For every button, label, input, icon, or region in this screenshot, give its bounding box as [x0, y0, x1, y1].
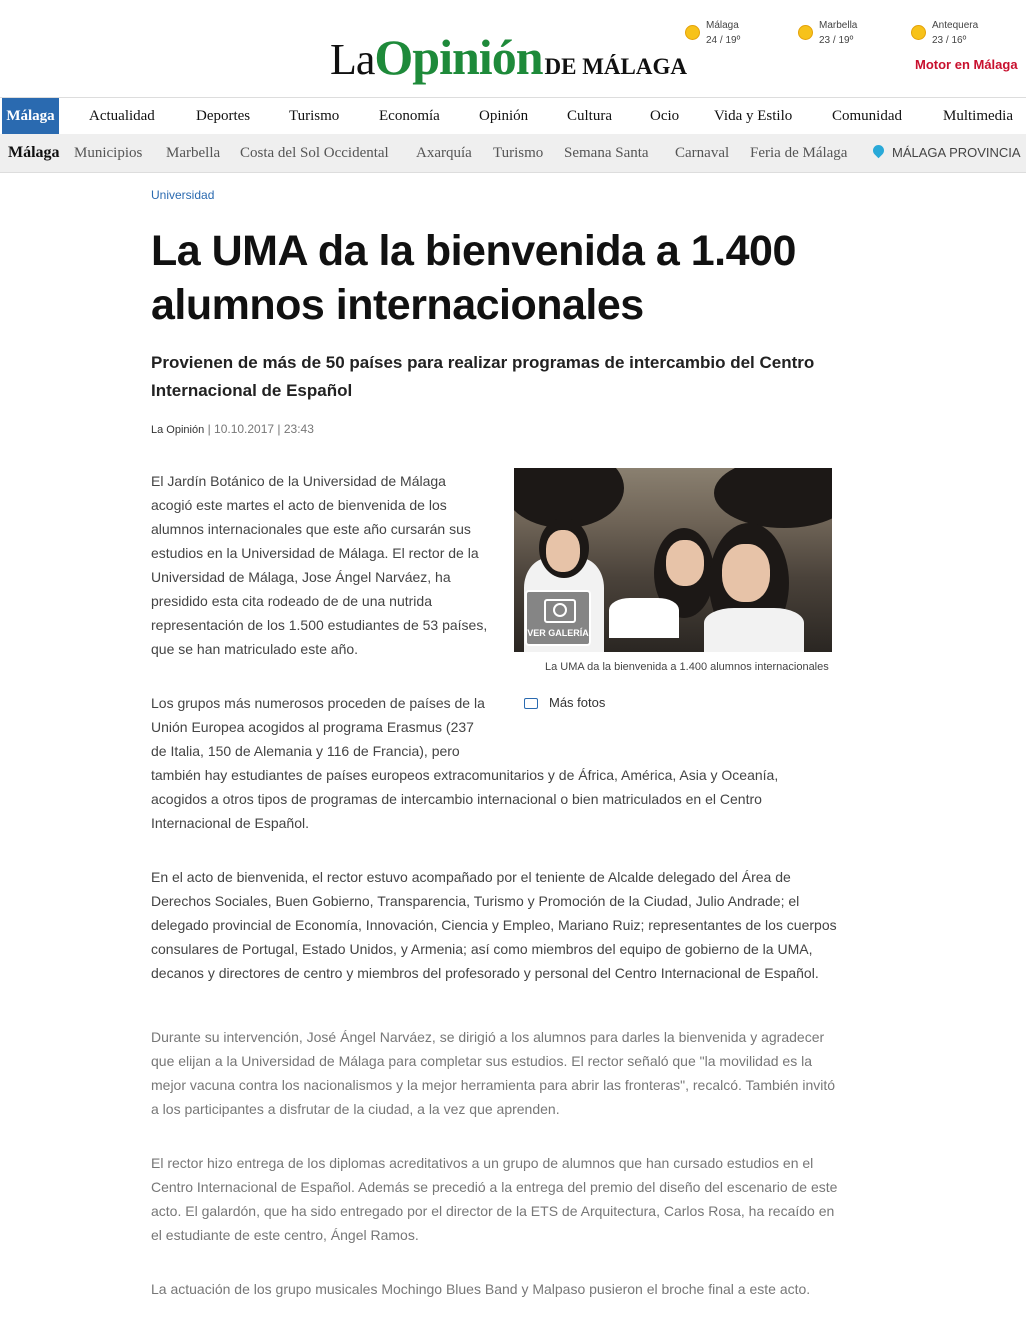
subnav-item-carnaval[interactable]: Carnaval: [675, 145, 730, 161]
sun-icon: [911, 25, 926, 40]
main-nav: [0, 97, 1026, 135]
photo-shape: [609, 598, 679, 638]
nav-item-actualidad[interactable]: Actualidad: [89, 108, 155, 124]
sub-nav: [0, 134, 1026, 173]
more-photos-label: Más fotos: [549, 695, 606, 710]
nav-item-turismo[interactable]: Turismo: [289, 108, 340, 124]
nav-item-cultura[interactable]: Cultura: [567, 108, 612, 124]
sun-icon: [798, 25, 813, 40]
nav-item-opinion[interactable]: Opinión: [479, 108, 529, 124]
photo-shape: [546, 530, 580, 572]
photo-shape: [704, 608, 804, 652]
article-subtitle: Provienen de más de 50 países para realizar programas de intercambio del Centro Internacional de Español: [151, 353, 815, 400]
article-section-link[interactable]: Universidad: [151, 188, 215, 202]
text-wrap-spacer: [491, 691, 836, 763]
logo-la: La: [330, 35, 375, 84]
article-paragraph: El Jardín Botánico de la Universidad de Málaga acogió este martes el acto de bienvenida de los alumnos internacionales que este año cursarán sus estudios en la Universidad de Málaga. El rector de la Universidad de Málaga, Jose Ángel Narváez, ha presidido esta cita rodeado de de una nutrida representación de los 1.500 estudiantes de 53 países, que se han matriculado este año.: [151, 473, 488, 657]
nav-item-vida-y-estilo[interactable]: Vida y Estilo: [714, 108, 793, 124]
nav-item-economia[interactable]: Economía: [379, 108, 440, 124]
weather-city: Málaga: [706, 20, 739, 31]
photo-shape: [666, 540, 704, 586]
weather-temp: 23 / 16º: [932, 35, 967, 46]
sun-icon: [685, 25, 700, 40]
photo-shape: [722, 544, 770, 602]
nav-item-deportes[interactable]: Deportes: [196, 108, 251, 124]
site-logo[interactable]: [330, 28, 687, 86]
article-paragraph: La actuación de los grupo musicales Mochingo Blues Band y Malpaso pusieron el broche final a este acto.: [151, 1281, 811, 1297]
article-paragraph: [151, 691, 836, 835]
nav-item-multimedia[interactable]: Multimedia: [943, 108, 1013, 124]
article-paragraph: El rector hizo entrega de los diplomas acreditativos a un grupo de alumnos que han cursado estudios en el Centro Internacional de Español. Además se precedió a la entrega del premio del diseño del escenario de este acto. El galardón, que ha sido entregado por el director de la ETS de Arquitectura, Carlos Rosa, ha recaído en el estudiante de este centro, Ángel Ramos.: [151, 1155, 838, 1243]
article-paragraph: En el acto de bienvenida, el rector estuvo acompañado por el teniente de Alcalde delegado del Área de Derechos Sociales, Buen Gobierno, Transparencia, Turismo y Promoción de la Ciudad, Julio Andrade; el delegado provincial de Economía, Innovación, Ciencia y Empleo, Mariano Ruiz; representantes de los cuerpos consulares de Portugal, Estado Unidos, y Armenia; así como miembros del equipo de gobierno de la UMA, decanos y directores de centro y miembros del profesorado y personal del Centro Internacional de Español.: [151, 869, 837, 981]
subnav-item-feria[interactable]: Feria de Málaga: [750, 145, 848, 161]
article-paragraph: Durante su intervención, José Ángel Narváez, se dirigió a los alumnos para darles la bienvenida y agradecer que elijan a la Universidad de Málaga para completar sus estudios. El rector señaló que "la movilidad es la mejor vacuna contra los nacionalismos y la mejor herramienta para abrir las fronteras", recalcó. También invitó a los participantes a disfrutar de la ciudad, a la vez que aprenden.: [151, 1029, 836, 1117]
motor-en-malaga-link[interactable]: Motor en Málaga: [915, 57, 1018, 72]
subnav-item-turismo[interactable]: Turismo: [493, 145, 544, 161]
subnav-item-marbella[interactable]: Marbella: [166, 145, 221, 161]
subnav-item-semana-santa[interactable]: Semana Santa: [564, 145, 649, 161]
subnav-item-axarquia[interactable]: Axarquía: [416, 145, 472, 161]
logo-opinion: Opinión: [374, 29, 543, 85]
view-gallery-label: VER GALERÍA: [527, 628, 589, 638]
photo-shape: [714, 468, 832, 528]
view-gallery-button[interactable]: [525, 590, 591, 646]
weather-temp: 23 / 19º: [819, 35, 854, 46]
nav-item-comunidad[interactable]: Comunidad: [832, 108, 902, 124]
logo-de-malaga: DE MÁLAGA: [544, 54, 687, 79]
camera-lens: [553, 603, 567, 617]
subnav-item-malaga-provincia[interactable]: MÁLAGA PROVINCIA: [892, 145, 1021, 160]
article-byline: [151, 422, 314, 436]
subnav-item-costa-del-sol[interactable]: Costa del Sol Occidental: [240, 145, 389, 161]
article-date: | 10.10.2017 | 23:43: [207, 422, 314, 436]
nav-item-malaga[interactable]: Málaga: [2, 98, 59, 134]
weather-city: Antequera: [932, 20, 979, 31]
article-title: La UMA da la bienvenida a 1.400 alumnos internacionales: [151, 227, 796, 329]
photo-caption: La UMA da la bienvenida a 1.400 alumnos internacionales: [545, 661, 829, 673]
weather-city: Marbella: [819, 20, 858, 31]
paragraph-text: Los grupos más numerosos proceden de países de la Unión Europea acogidos al programa Erasmus (237 de Italia, 150 de Alemania y 116 de Francia), pero también hay estudiantes de países europeos extracomunitarios y de África, América, Asia y Oceanía, acogidos a otros tipos de programas de intercambio internacional o bien matriculados en el Centro Internacional de Español.: [151, 695, 779, 831]
subnav-item-municipios[interactable]: Municipios: [74, 145, 143, 161]
location-pin-icon: [871, 143, 887, 159]
subnav-item-malaga[interactable]: Málaga: [8, 144, 60, 161]
weather-temp: 24 / 19º: [706, 35, 741, 46]
nav-item-ocio[interactable]: Ocio: [650, 108, 680, 124]
article-author: La Opinión: [151, 424, 205, 436]
